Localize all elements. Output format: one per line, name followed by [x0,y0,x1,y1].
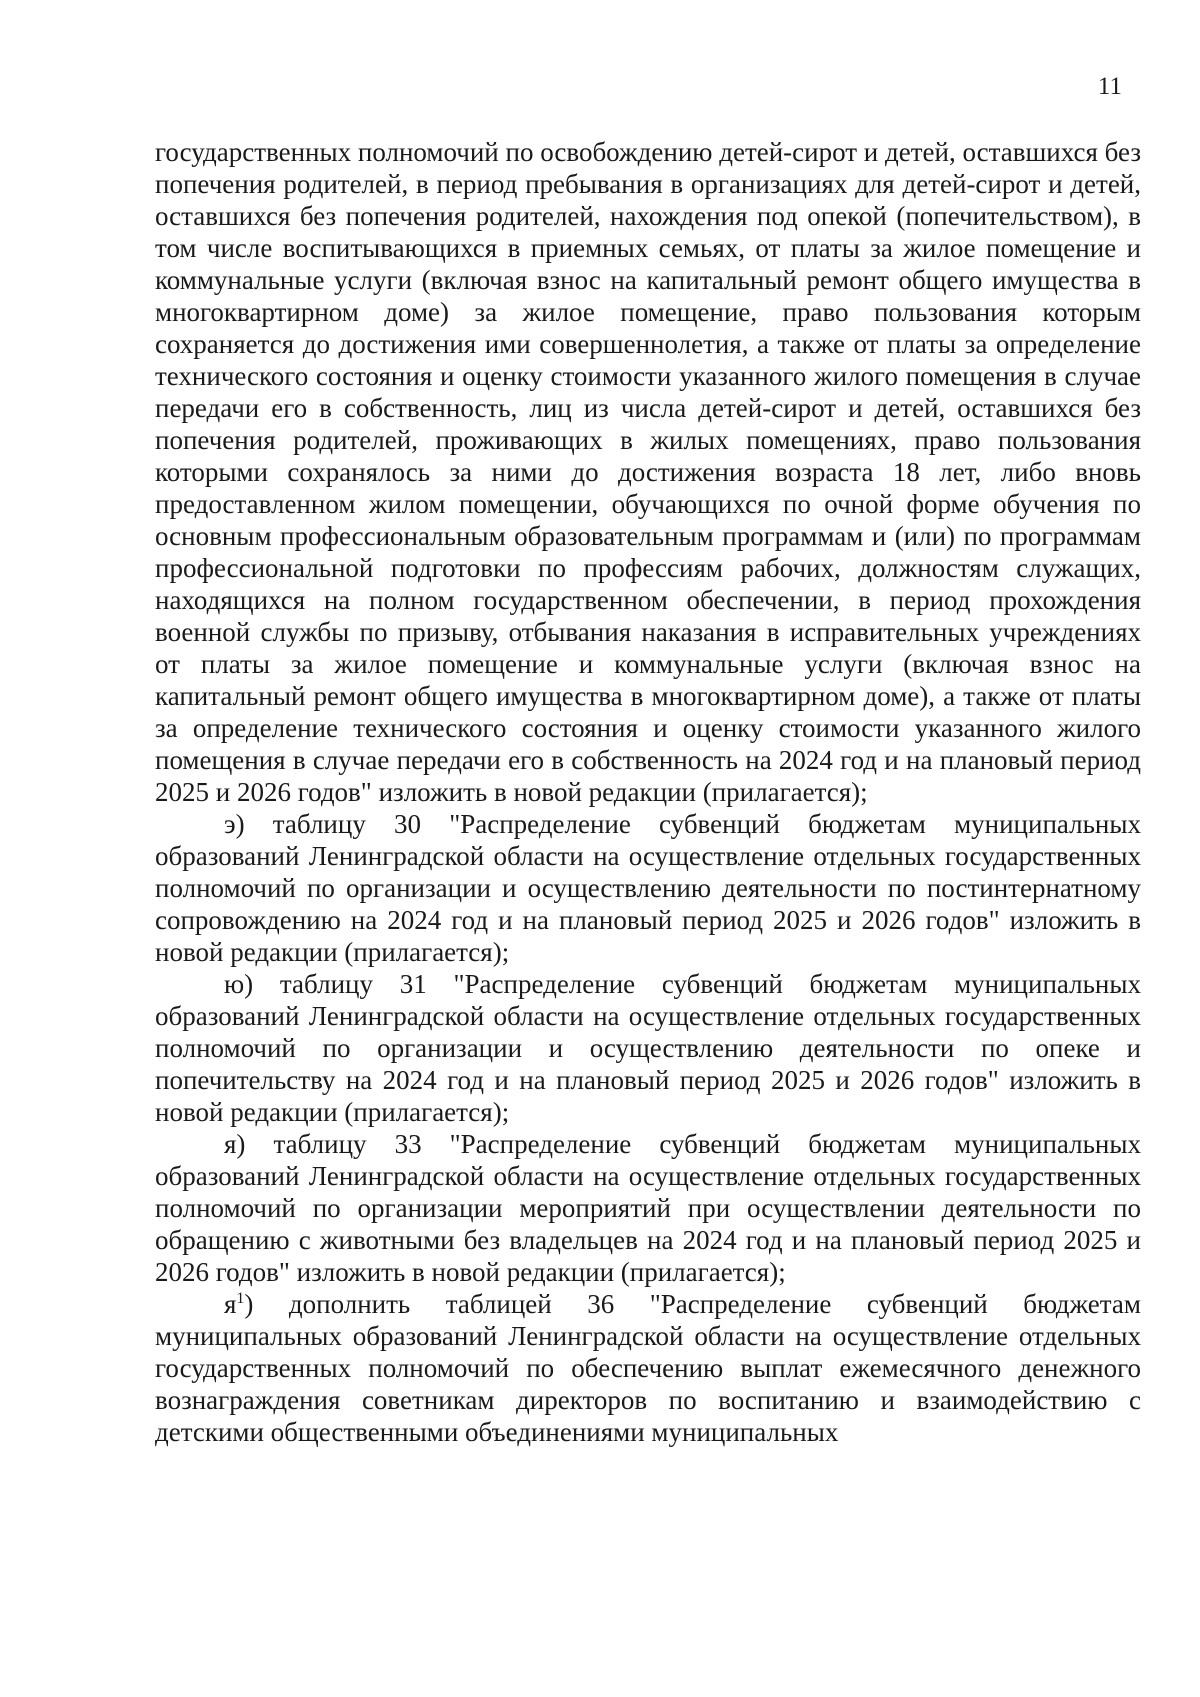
page-number: 11 [1097,73,1122,100]
paragraph-item-ya1 [155,1288,1141,1448]
paragraph-item-ya: я) таблицу 33 "Распределение субвенций бюджетам муниципальных образований Ленинградской области на осуществление отдельных государственных полномочий по организации мероприятий при осуществлении деятельности по обращению с животными без владельцев на 2024 год и на плановый период 2025 и 2026 годов" изложить в новой редакции (прилагается); [155,1129,1141,1287]
paragraph-continuation: государственных полномочий по освобождению детей-сирот и детей, оставшихся без попечения родителей, в период пребывания в организациях для детей-сирот и детей, оставшихся без попечения родителей, нахождения под опекой (попечительством), в том числе воспитывающихся в приемных семьях, от платы за жилое помещение и коммунальные услуги (включая взнос на капитальный ремонт общего имущества в многоквартирном доме) за жилое помещение, право пользования которым сохраняется до достижения ими совершеннолетия, а также от платы за определение технического состояния и оценку стоимости указанного жилого помещения в случае передачи его в собственность, лиц из числа детей-сирот и детей, оставшихся без попечения родителей, проживающих в жилых помещениях, право пользования которыми сохранялось за ними до достижения возраста 18 лет, либо вновь предоставленном жилом помещении, обучающихся по очной форме обучения по основным профессиональным образовательным программам и (или) по программам профессиональной подготовки по профессиям рабочих, должностям служащих, находящихся на полном государственном обеспечении, в период прохождения военной службы по призыву, отбывания наказания в исправительных учреждениях от платы за жилое помещение и коммунальные услуги (включая взнос на капитальный ремонт общего имущества в многоквартирном доме), а также от платы за определение технического состояния и оценку стоимости указанного жилого помещения в случае передачи его в собственность на 2024 год и на плановый период 2025 и 2026 годов" изложить в новой редакции (прилагается); [155,137,1141,807]
item-text: ) дополнить таблицей 36 "Распределение субвенций бюджетам муниципальных образований Ленинградской области на осуществление отдельных государственных полномочий по обеспечению выплат ежемесячного денежного вознаграждения советникам директоров по воспитанию и взаимодействию с детскими общественными объединениями муниципальных [155,1289,1141,1447]
paragraph-item-yu: ю) таблицу 31 "Распределение субвенций бюджетам муниципальных образований Ленинградской области на осуществление отдельных государственных полномочий по организации и осуществлению деятельности по опеке и попечительству на 2024 год и на плановый период 2025 и 2026 годов" изложить в новой редакции (прилагается); [155,969,1141,1127]
document-body [155,136,1141,1448]
item-superscript: 1 [236,1290,245,1307]
paragraph-item-e: э) таблицу 30 "Распределение субвенций бюджетам муниципальных образований Ленинградской области на осуществление отдельных государственных полномочий по организации и осуществлению деятельности по постинтернатному сопровождению на 2024 год и на плановый период 2025 и 2026 годов" изложить в новой редакции (прилагается); [155,809,1141,967]
item-prefix: я [224,1289,237,1319]
